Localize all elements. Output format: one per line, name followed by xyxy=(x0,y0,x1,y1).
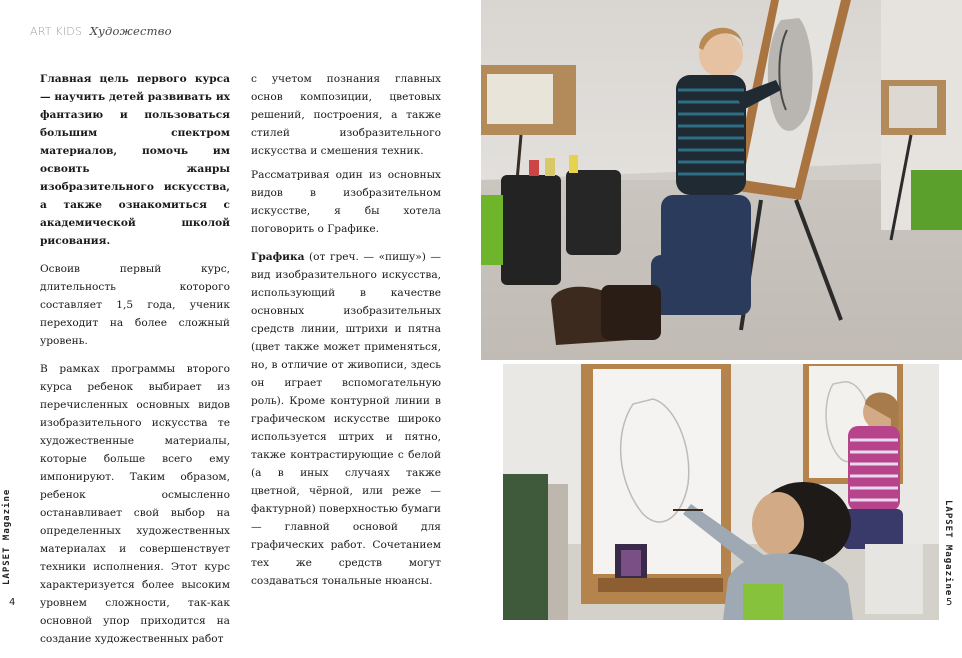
text-column-1 xyxy=(40,70,230,658)
paragraph: Рассматривая один из основных видов в изобразительном искусстве, я бы хотела поговорить о Графике. xyxy=(251,169,441,235)
left-page xyxy=(0,0,481,645)
magazine-side-label: LAPSET Magazine xyxy=(943,500,953,597)
paragraph: Освоив первый курс, длительность которого составляет 1,5 года, ученик переходит на более сложный уровень. xyxy=(40,263,230,347)
paragraph: с учетом познания главных основ композиции, цветовых решений, построения, а также стилей изобразительного искусства и смешения техник. xyxy=(251,73,441,157)
term-grafika: Графика xyxy=(251,251,305,263)
lead-paragraph: Главная цель первого курса — научить детей развивать их фантазию и пользоваться большим спектром материалов, помочь им освоить жанры изобразительного искусства, а также ознакомиться с академической школой рисования. xyxy=(40,73,230,247)
page-header xyxy=(30,24,172,38)
magazine-side-label: LAPSET Magazine xyxy=(2,488,12,585)
page-number-left: 4 xyxy=(9,597,16,608)
photo-children-at-easels xyxy=(503,364,939,620)
text-column-2 xyxy=(251,70,441,600)
graphics-paragraph xyxy=(251,248,441,590)
header-section: Художество xyxy=(89,24,172,38)
page-number-right: 5 xyxy=(946,597,953,608)
photo-girl-drawing-portrait xyxy=(481,0,962,360)
graphics-definition: (от греч. — «пишу») — вид изобразительного искусства, использующий в качестве основных изобразительных средств линии, штрихи и пятна (цвет также может применяться, но, в отличие от живописи, здесь он играет вспомогательную роль). Кроме контурной линии в графическом искусстве широко используется штрих и пятно, также контрастирующие с белой (а в иных случаях также цветной, чёрной, или реже — фактурной) поверхностью бумаги — главной основой для графических работ. Сочетанием тех же средств могут создаваться тональные нюансы. xyxy=(251,251,441,587)
header-brand: ART KIDS xyxy=(30,25,83,38)
right-page xyxy=(481,0,962,622)
paragraph: В рамках программы второго курса ребенок выбирает из перечисленных основных видов изобразительного искусства те художественные материалы, которые больше всего ему импонируют. Таким образом, ребенок осмысленно останавливает свой выбор на определенных художественных материалах и совершенствует техники исполнения. Этот курс характеризуется более высоким уровнем сложности, так-как основной упор приходится на создание художественных работ xyxy=(40,363,230,645)
